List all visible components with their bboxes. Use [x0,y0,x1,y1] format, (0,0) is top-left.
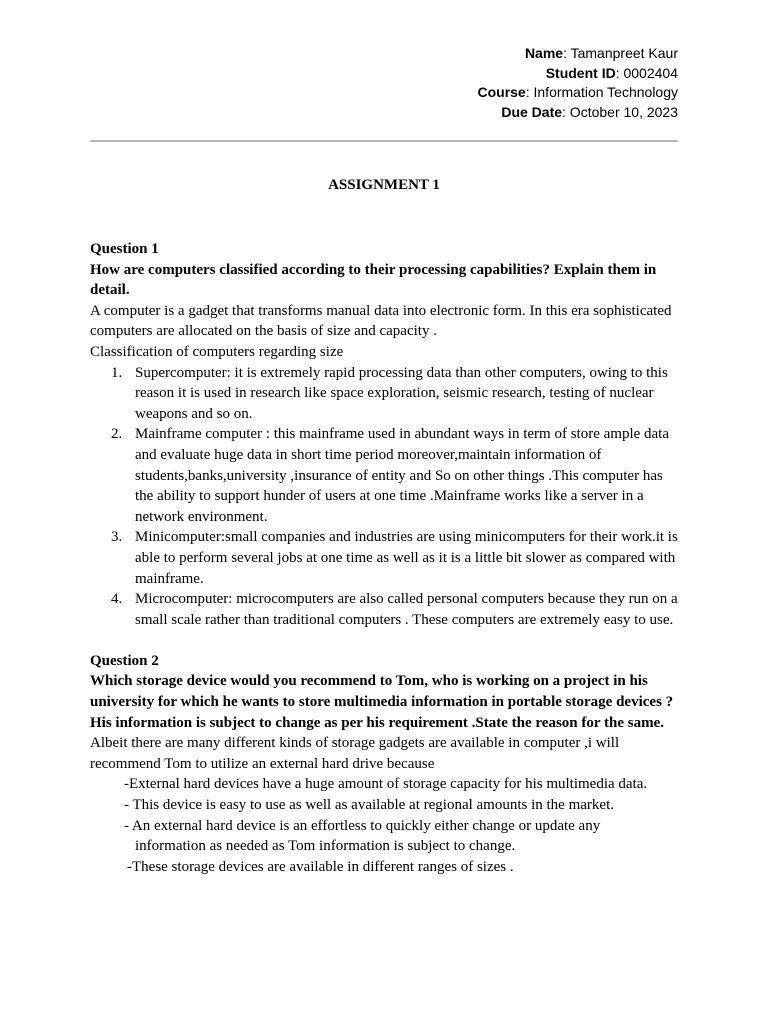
section-spacer [90,630,678,651]
question-2-prompt: Which storage device would you recommend to Tom, who is working on a project in his university for which he wants to store multimedia information in portable storage devices ?His information is subject to change as per his requirement .State the reason for the same. [90,673,674,731]
student-id-label: Student ID [545,64,616,81]
student-id-line [477,64,678,84]
course-line [477,83,678,103]
list-item [90,424,678,527]
list-number: 4. [111,591,123,608]
name-value: : Tamanpreet Kaur [563,45,678,61]
reasons-list [90,774,678,877]
document-body [90,239,678,877]
list-item-text: Microcomputer: microcomputers are also called personal computers because they run on a small scale rather than traditional computers . These computers are extremely easy to use. [135,591,678,628]
list-item-text: Supercomputer: it is extremely rapid processing data than other computers, owing to this reason it is used in research like space exploration, seismic research, testing of nuclear weapons and so on. [135,364,668,422]
question-1-heading: Question 1 [90,241,159,257]
course-value: : Information Technology [525,84,678,100]
reason-item-continued: information as needed as Tom information is subject to change. [135,838,516,855]
assignment-title: ASSIGNMENT 1 [328,177,440,193]
reason-item: -External hard devices have a huge amount of storage capacity for his multimedia data. [124,776,648,793]
reason-item: - This device is easy to use as well as available at regional amounts in the market. [124,797,614,814]
question-2-answer: Albeit there are many different kinds of storage gadgets are available in computer ,i will recommend Tom to utilize an external hard drive because [90,735,620,772]
list-item-text: Mainframe computer : this mainframe used in abundant ways in term of store ample data and evaluate huge data in short time period moreover,maintain information of students,banks,university ,insurance of entity and So on other things .This computer has the ability to support hunder of users at one time .Mainframe works like a server in a network environment. [135,426,670,525]
list-number: 1. [111,364,123,381]
due-date-value: : October 10, 2023 [562,103,678,120]
header-divider [90,140,678,142]
classification-list [90,363,678,631]
list-item [90,527,678,589]
list-item-text: Minicomputer:small companies and industries are using minicomputers for their work.it is able to perform several jobs at one time as well as it is a little bit slower as compared with mainframe. [135,529,678,587]
list-number: 3. [111,529,123,546]
question-2-heading: Question 2 [90,652,159,669]
due-date-label: Due Date [501,103,563,120]
name-label: Name [524,45,564,61]
list-item [90,589,678,630]
classification-intro: Classification of computers regarding size [90,343,344,360]
reason-item: -These storage devices are available in different ranges of sizes . [127,858,514,875]
list-item [90,363,678,425]
student-id-value: : 0002404 [615,64,678,81]
question-1-prompt: How are computers classified according to their processing capabilities? Explain them in detail. [90,261,657,299]
question-1-intro: A computer is a gadget that transforms manual data into electronic form. In this era sophisticated computers are allocated on the basis of size and capacity . [90,302,672,340]
student-info-header [477,44,678,122]
reason-item: - An external hard device is an effortless to quickly either change or update any [124,817,601,834]
course-label: Course [477,84,526,100]
list-number: 2. [111,426,123,443]
name-line [477,44,678,64]
due-date-line [477,103,678,123]
